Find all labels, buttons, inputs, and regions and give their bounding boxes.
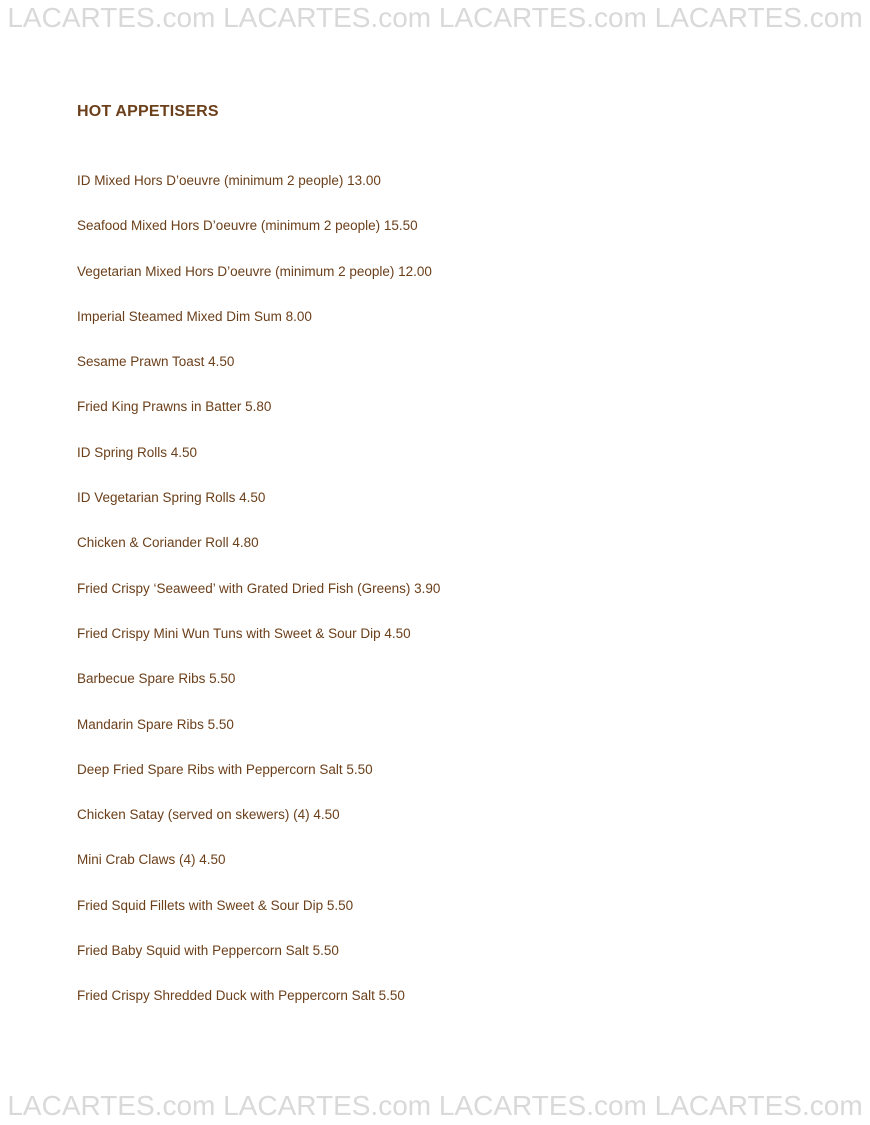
menu-list <box>77 173 440 1034</box>
menu-item: Barbecue Spare Ribs 5.50 <box>77 671 236 687</box>
menu-item: ID Vegetarian Spring Rolls 4.50 <box>77 490 266 506</box>
menu-item: Fried Crispy ‘Seaweed’ with Grated Dried Fish (Greens) 3.90 <box>77 580 441 596</box>
watermark-top: LACARTES.com LACARTES.com LACARTES.com LACARTES.com <box>7 2 863 33</box>
menu-item: Mini Crab Claws (4) 4.50 <box>77 852 226 868</box>
menu-item: Vegetarian Mixed Hors D’oeuvre (minimum 2 people) 12.00 <box>77 263 432 279</box>
section-title: HOT APPETISERS <box>77 103 219 120</box>
menu-item: ID Spring Rolls 4.50 <box>77 444 198 460</box>
menu-item: Fried Crispy Shredded Duck with Peppercorn Salt 5.50 <box>77 988 405 1004</box>
menu-item: Fried King Prawns in Batter 5.80 <box>77 399 272 415</box>
watermark-bottom: LACARTES.com LACARTES.com LACARTES.com LACARTES.com <box>7 1090 863 1121</box>
menu-item: Fried Squid Fillets with Sweet & Sour Dip 5.50 <box>77 897 354 913</box>
menu-item: Fried Baby Squid with Peppercorn Salt 5.50 <box>77 943 339 959</box>
menu-item: Sesame Prawn Toast 4.50 <box>77 354 235 370</box>
menu-item: Imperial Steamed Mixed Dim Sum 8.00 <box>77 308 312 324</box>
menu-item: Seafood Mixed Hors D’oeuvre (minimum 2 people) 15.50 <box>77 218 418 234</box>
menu-item: ID Mixed Hors D’oeuvre (minimum 2 people) 13.00 <box>77 173 381 188</box>
menu-item: Chicken & Coriander Roll 4.80 <box>77 535 259 551</box>
menu-item: Deep Fried Spare Ribs with Peppercorn Salt 5.50 <box>77 761 373 777</box>
menu-item: Chicken Satay (served on skewers) (4) 4.50 <box>77 807 340 823</box>
menu-item: Mandarin Spare Ribs 5.50 <box>77 716 234 732</box>
menu-item: Fried Crispy Mini Wun Tuns with Sweet & Sour Dip 4.50 <box>77 625 411 641</box>
